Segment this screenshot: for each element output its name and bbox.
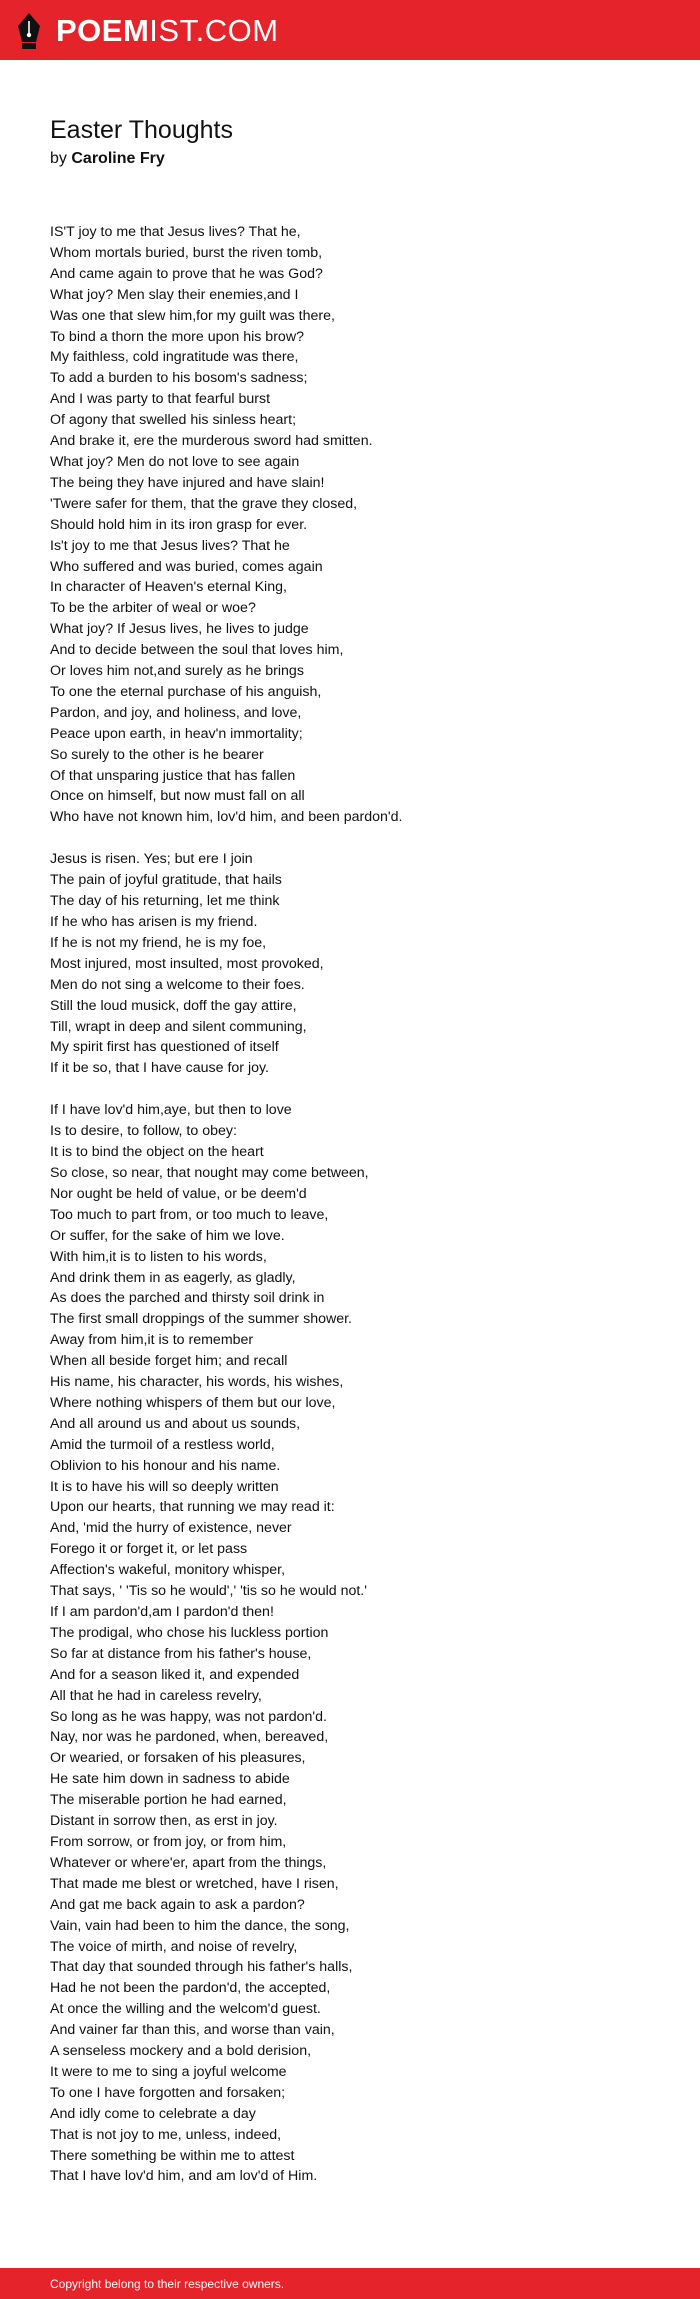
poem-line: Affection's wakeful, monitory whisper, [50,1562,286,1579]
poem-line: That says, ' 'Tis so he would',' 'tis so he would not.' [50,1583,367,1600]
poem-line: Or wearied, or forsaken of his pleasures, [50,1750,306,1767]
poem-line: And idly come to celebrate a day [50,2105,256,2122]
poem-line: The first small droppings of the summer shower. [50,1311,352,1328]
poem-line: Forego it or forget it, or let pass [50,1541,248,1558]
poem-line: So far at distance from his father's house, [50,1645,312,1662]
site-name [56,13,279,49]
poem-line: Pardon, and joy, and holiness, and love, [50,704,302,721]
poem-line: And vainer far than this, and worse than vain, [50,2022,335,2039]
poem-line: So close, so near, that nought may come between, [50,1164,369,1181]
poem-line: Jesus is risen. Yes; but ere I join [50,851,253,868]
poem-line: That day that sounded through his father's halls, [50,1959,353,1976]
poem-line: And drink them in as eagerly, as gladly, [50,1269,296,1286]
byline [50,148,660,170]
poem-line: Upon our hearts, that running we may read it: [50,1499,335,1516]
poem-line: Who have not known him, lov'd him, and been pardon'd. [50,809,403,826]
poem-line: What joy? If Jesus lives, he lives to judge [50,621,309,638]
poem-body [50,222,670,2208]
poem-line: That is not joy to me, unless, indeed, [50,2126,282,2143]
poem-line: With him,it is to listen to his words, [50,1248,267,1265]
poem-line: The pain of joyful gratitude, that hails [50,872,282,889]
poem-line: So long as he was happy, was not pardon'd. [50,1708,327,1725]
poem-line: In character of Heaven's eternal King, [50,579,287,596]
poem-line: The miserable portion he had earned, [50,1792,287,1809]
poem-line: My faithless, cold ingratitude was there, [50,349,299,366]
poem-line: That I have lov'd him, and am lov'd of Him. [50,2168,318,2185]
poem-line: Whatever or where'er, apart from the things, [50,1854,327,1871]
byline-prefix: by [50,150,67,167]
poem-line: Amid the turmoil of a restless world, [50,1436,275,1453]
poem-line: It were to me to sing a joyful welcome [50,2063,287,2080]
poem-line: At once the willing and the welcom'd guest. [50,2001,321,2018]
poem-line: Once on himself, but now must fall on all [50,788,305,805]
poem-line: Vain, vain had been to him the dance, the song, [50,1917,350,1934]
copyright-text: Copyright belong to their respective owners. [50,2277,285,2291]
poem-line: If I have lov'd him,aye, but then to love [50,1102,292,1119]
poem-line: Of that unsparing justice that has fallen [50,767,296,784]
poem-line: And to decide between the soul that loves him, [50,642,344,659]
poem-line: Had he not been the pardon'd, the accepted, [50,1980,331,1997]
poem-line: And gat me back again to ask a pardon? [50,1896,305,1913]
poem-line: And came again to prove that he was God? [50,265,323,282]
poem-line: There something be within me to attest [50,2147,295,2164]
poem-line: Where nothing whispers of them but our love, [50,1394,336,1411]
poem-line: And I was party to that fearful burst [50,391,271,408]
poem-line: If I am pardon'd,am I pardon'd then! [50,1604,274,1620]
poem-line: Whom mortals buried, burst the riven tomb, [50,244,323,261]
poem-line: It is to bind the object on the heart [50,1144,264,1161]
poem-stanza [50,222,670,828]
site-name-bold: POEM [56,13,150,48]
poem-line: My spirit first has questioned of itself [50,1039,279,1056]
poem-line: Is to desire, to follow, to obey: [50,1123,237,1140]
poem-line: Nor ought be held of value, or be deem'd [50,1185,307,1202]
poem-stanza [50,1100,670,2187]
poem-line: Distant in sorrow then, as erst in joy. [50,1813,278,1830]
poem-line: Or loves him not,and surely as he brings [50,663,304,680]
poem-line: Men do not sing a welcome to their foes. [50,976,305,993]
poem-line: And for a season liked it, and expended [50,1666,300,1683]
poem-line: What joy? Men do not love to see again [50,453,300,470]
poem-line: The being they have injured and have slain! [50,474,325,491]
poem-line: The prodigal, who chose his luckless portion [50,1624,329,1641]
poem-line: Most injured, most insulted, most provoked, [50,955,324,972]
top-bar [0,0,700,60]
poem-line: A senseless mockery and a bold derision, [50,2043,312,2060]
poem-line: Was one that slew him,for my guilt was there, [50,307,335,324]
poem-line: It is to have his will so deeply written [50,1478,279,1495]
author-name: Caroline Fry [71,150,165,167]
poem-line: The day of his returning, let me think [50,893,280,910]
poem-line: If he is not my friend, he is my foe, [50,934,267,951]
poem-line: When all beside forget him; and recall [50,1353,288,1370]
poem-line: That made me blest or wretched, have I risen, [50,1875,339,1892]
poem-line: Nay, nor was he pardoned, when, bereaved, [50,1729,329,1746]
fountain-pen-nib-icon [16,12,42,50]
poem-line: Who suffered and was buried, comes again [50,558,323,575]
poem-line: So surely to the other is he bearer [50,746,264,763]
poem-line: Or suffer, for the sake of him we love. [50,1227,285,1244]
poem-line: He sate him down in sadness to abide [50,1771,290,1788]
poem-line: The voice of mirth, and noise of revelry, [50,1938,298,1955]
site-name-light: IST.COM [149,13,279,48]
poem-line: To one the eternal purchase of his anguish, [50,683,322,700]
poem-line: Till, wrapt in deep and silent communing, [50,1018,307,1035]
poem-line: And, 'mid the hurry of existence, never [50,1520,292,1537]
poem-line: To one I have forgotten and forsaken; [50,2084,286,2101]
poem-line: Peace upon earth, in heav'n immortality; [50,725,303,742]
poem-line: Still the loud musick, doff the gay attire, [50,997,297,1014]
poem-line: IS'T joy to me that Jesus lives? That he, [50,224,301,240]
poem-line: To be the arbiter of weal or woe? [50,600,256,617]
poem-line: If it be so, that I have cause for joy. [50,1060,269,1077]
poem-line: From sorrow, or from joy, or from him, [50,1833,287,1850]
poem-line: All that he had in careless revelry, [50,1687,262,1704]
poem-line: Of agony that swelled his sinless heart; [50,412,297,429]
poem-line: If he who has arisen is my friend. [50,914,258,930]
poem-line: And all around us and about us sounds, [50,1415,301,1432]
poem-line: To bind a thorn the more upon his brow? [50,328,304,345]
poem-line: And brake it, ere the murderous sword had smitten. [50,433,373,450]
poem-title: Easter Thoughts [50,116,233,144]
poem-line: Oblivion to his honour and his name. [50,1457,281,1474]
poem-line: 'Twere safer for them, that the grave they closed, [50,495,358,512]
footer-bar [0,2268,700,2299]
poem-line: His name, his character, his words, his wishes, [50,1374,344,1391]
poem-line: As does the parched and thirsty soil drink in [50,1290,325,1307]
poem-line: To add a burden to his bosom's sadness; [50,370,308,387]
site-logo-link[interactable] [16,12,279,50]
poem-line: Away from him,it is to remember [50,1332,254,1349]
poem-stanza [50,849,670,1079]
poem-line: What joy? Men slay their enemies,and I [50,286,299,303]
poem-line: Should hold him in its iron grasp for ever. [50,516,308,533]
poem-line: Is't joy to me that Jesus lives? That he [50,537,290,554]
poem-header [50,114,660,170]
poem-line: Too much to part from, or too much to leave, [50,1206,329,1223]
